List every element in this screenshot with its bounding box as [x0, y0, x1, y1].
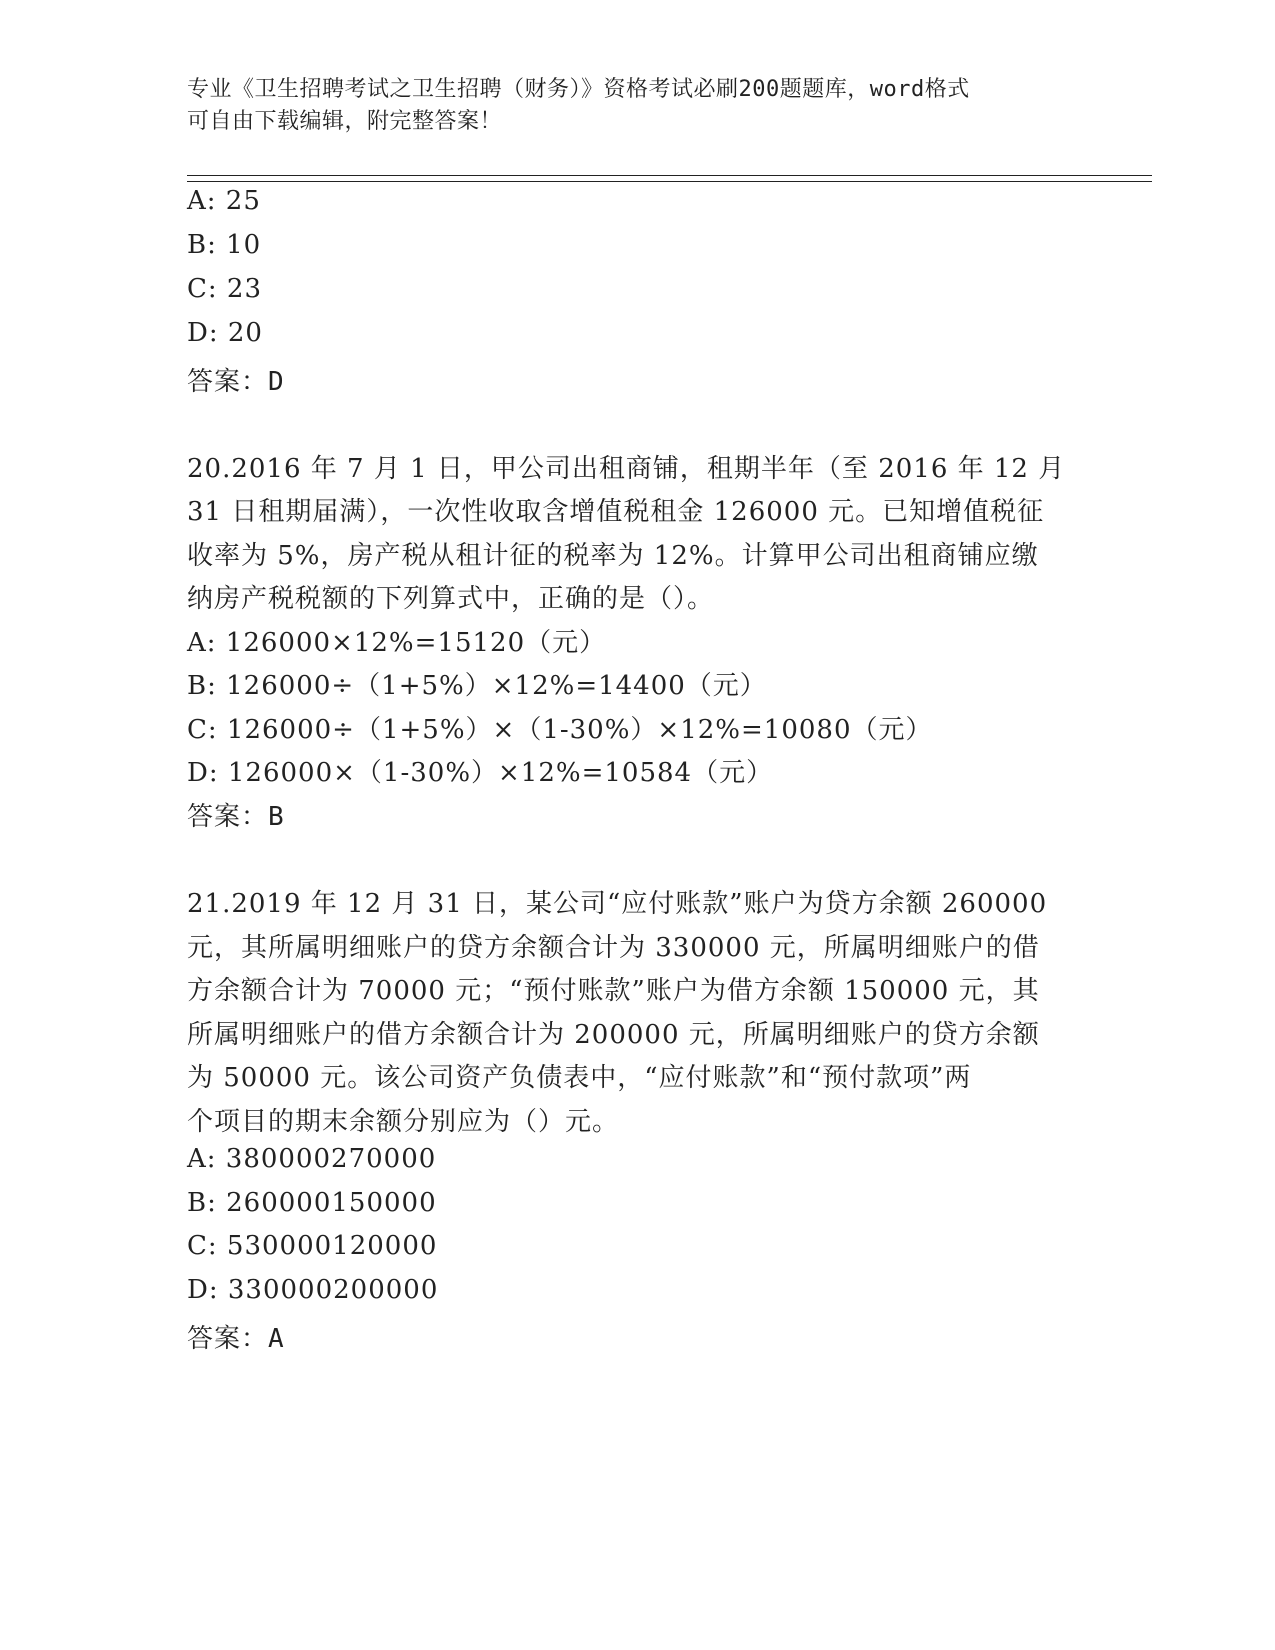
option-a: A: 25	[187, 186, 261, 216]
question-text-line: 为 50000 元。该公司资产负债表中，“应付账款”和“预付款项”两	[187, 1063, 972, 1093]
question-text-line: 31 日租期届满），一次性收取含增值税租金 126000 元。已知增值税征	[187, 497, 1045, 527]
question-text-line: 所属明细账户的借方余额合计为 200000 元，所属明细账户的贷方余额	[187, 1020, 1040, 1050]
option-d: D: 20	[187, 318, 263, 348]
question-text-line: 纳房产税税额的下列算式中，正确的是（）。	[187, 584, 715, 614]
header-divider-bottom	[187, 181, 1152, 182]
question-text-line: 元，其所属明细账户的贷方余额合计为 330000 元，所属明细账户的借	[187, 933, 1040, 963]
option-b: B: 126000÷（1+5%）×12%=14400（元）	[187, 671, 767, 701]
question-text-line: 收率为 5%，房产税从租计征的税率为 12%。计算甲公司出租商铺应缴	[187, 541, 1039, 571]
question-text-line: 20.2016 年 7 月 1 日，甲公司出租商铺，租期半年（至 2016 年 12 月	[187, 454, 1066, 484]
answer: 答案：D	[187, 367, 285, 397]
option-d: D: 330000200000	[187, 1275, 439, 1305]
question-text-line: 21.2019 年 12 月 31 日，某公司“应付账款”账户为贷方余额 260000	[187, 889, 1048, 919]
option-a: A: 126000×12%=15120（元）	[187, 628, 607, 658]
answer: 答案：A	[187, 1324, 285, 1354]
header-title-line-1: 专业《卫生招聘考试之卫生招聘（财务）》资格考试必刷200题题库，word格式	[187, 77, 970, 102]
option-c: C: 23	[187, 274, 263, 304]
option-c: C: 126000÷（1+5%）×（1-30%）×12%=10080（元）	[187, 715, 933, 745]
option-b: B: 10	[187, 230, 262, 260]
option-b: B: 260000150000	[187, 1188, 437, 1218]
option-a: A: 380000270000	[187, 1144, 437, 1174]
option-d: D: 126000×（1-30%）×12%=10584（元）	[187, 758, 774, 788]
option-c: C: 530000120000	[187, 1231, 438, 1261]
document-header	[187, 74, 1067, 138]
question-text-line: 个项目的期末余额分别应为（）元。	[187, 1107, 620, 1137]
question-text-line: 方余额合计为 70000 元；“预付账款”账户为借方余额 150000 元，其	[187, 976, 1040, 1006]
header-title-line-2: 可自由下载编辑，附完整答案！	[187, 109, 503, 134]
answer: 答案：B	[187, 802, 285, 832]
header-divider-top	[187, 175, 1152, 176]
